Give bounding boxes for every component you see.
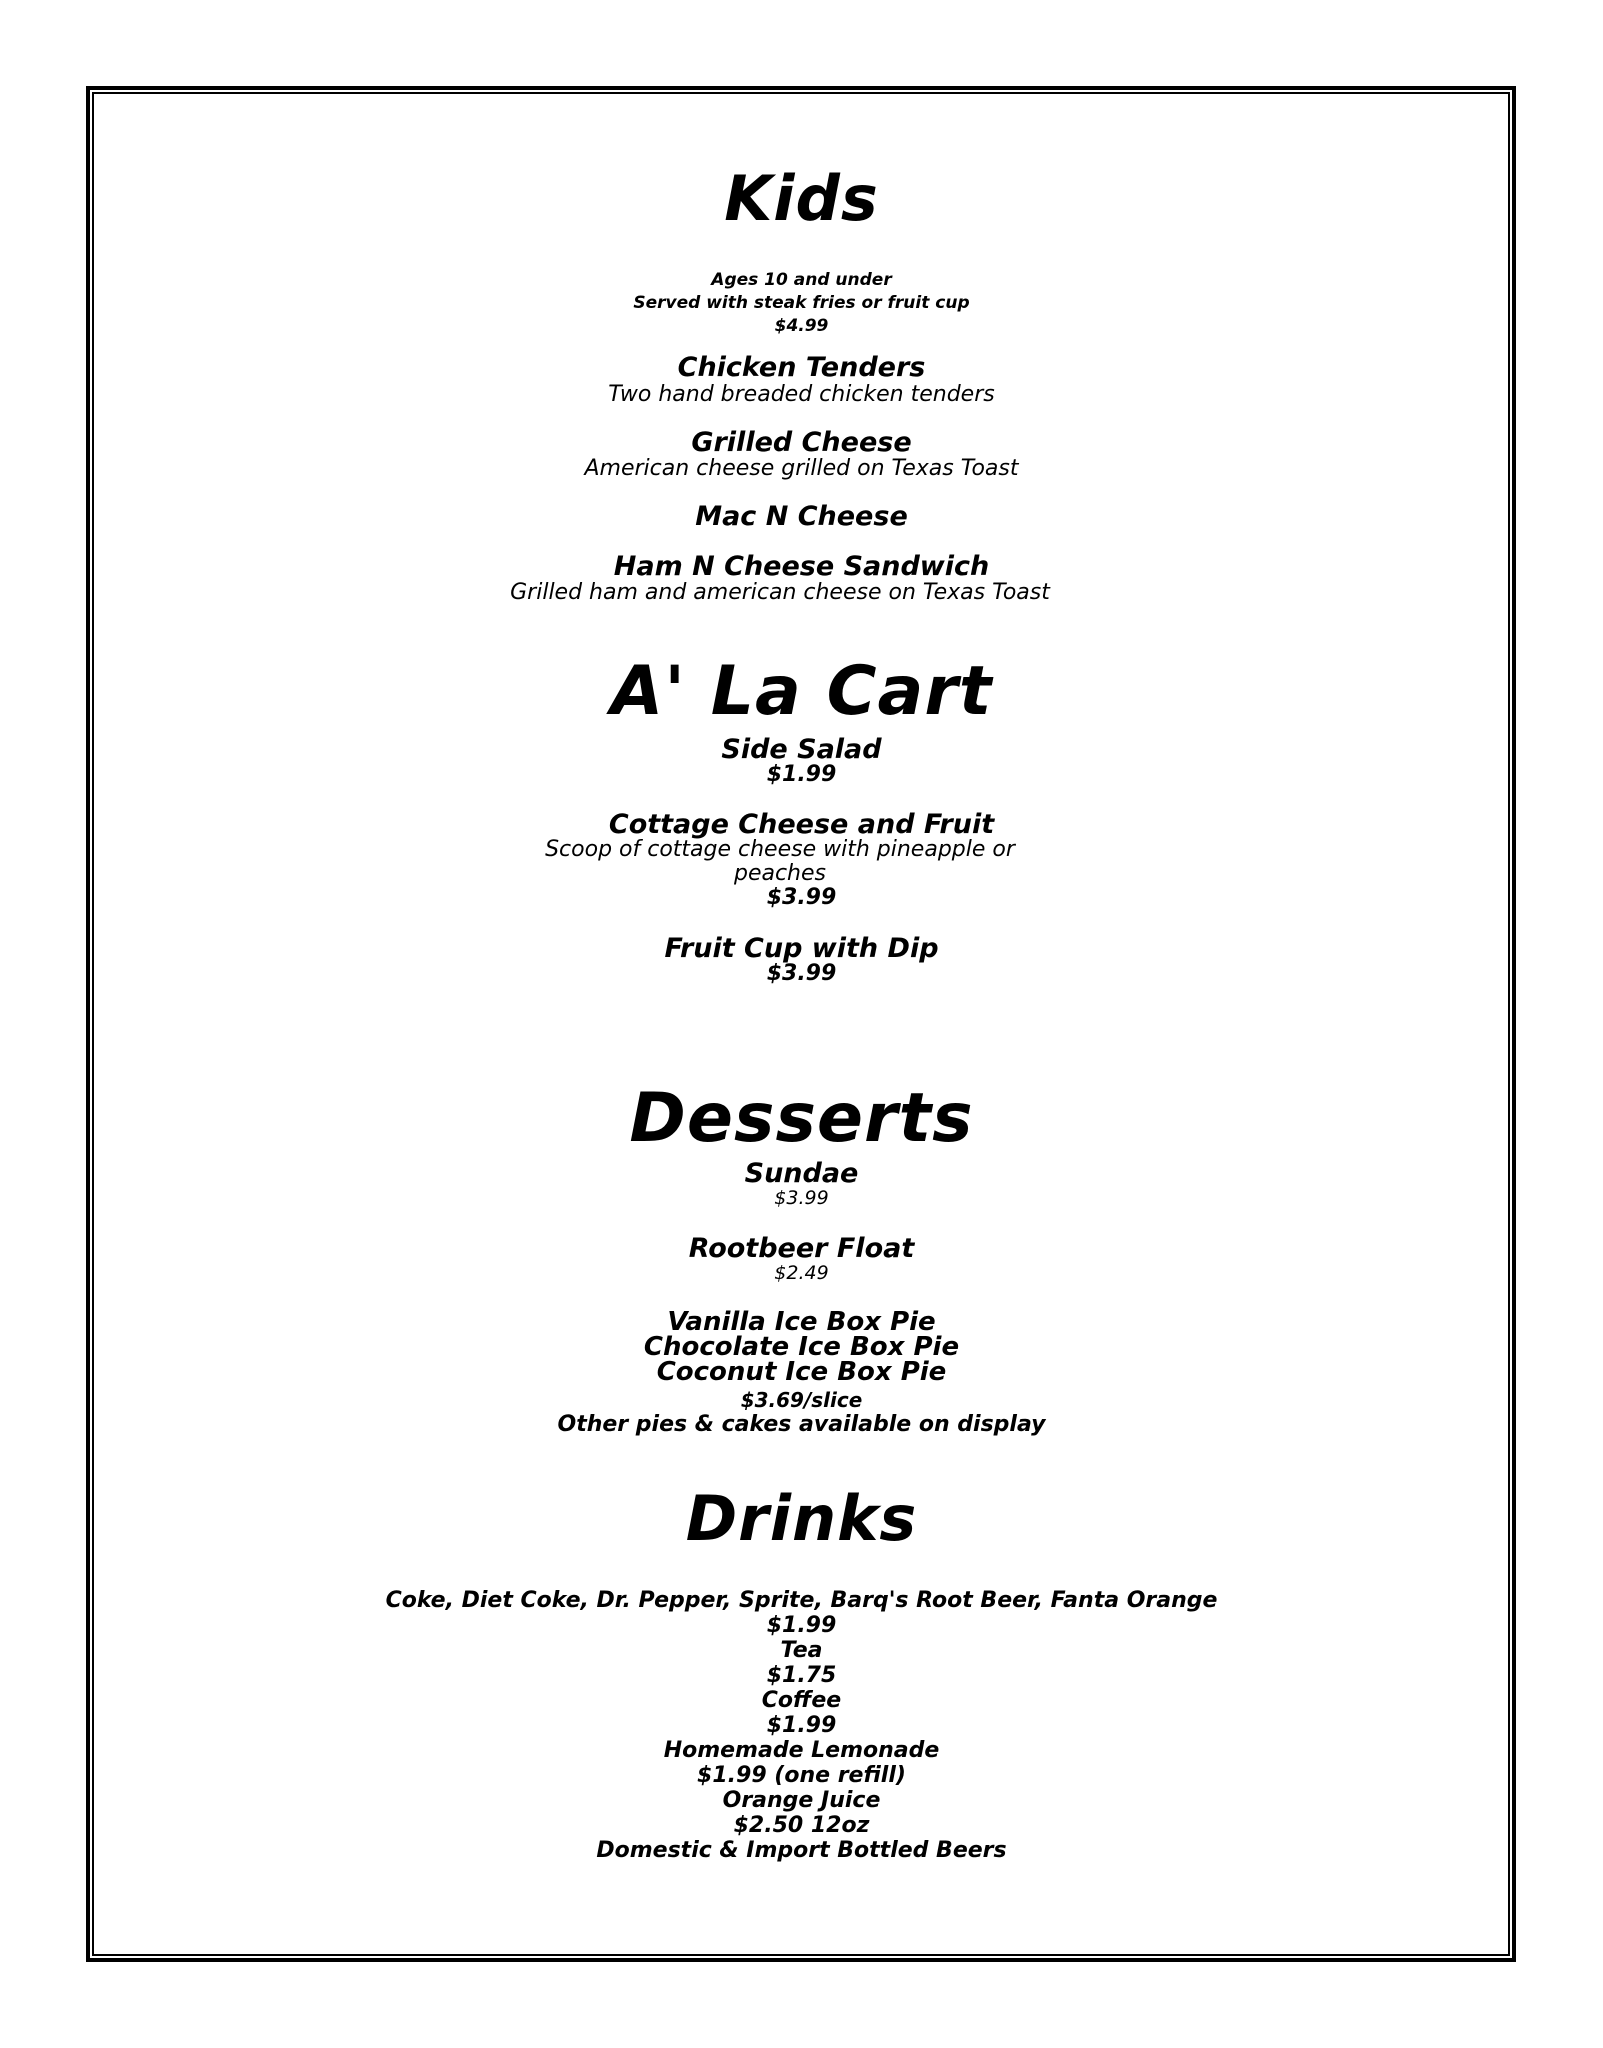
menu-item-sundae: Sundae bbox=[744, 1158, 859, 1189]
alacart-heading: A' La Cart bbox=[610, 652, 993, 731]
kids-heading: Kids bbox=[724, 162, 879, 235]
menu-item-price: $3.99 bbox=[766, 885, 837, 910]
kids-price: $4.99 bbox=[774, 316, 829, 336]
menu-item-chocolate-pie: Chocolate Ice Box Pie bbox=[643, 1332, 960, 1362]
menu-item-rootbeer-float: Rootbeer Float bbox=[688, 1233, 915, 1264]
pie-price: $3.69/slice bbox=[740, 1388, 863, 1412]
desserts-heading: Desserts bbox=[629, 1079, 974, 1158]
menu-item-grilled-cheese: Grilled Cheese bbox=[691, 427, 912, 458]
pie-note: Other pies & cakes available on display bbox=[557, 1412, 1046, 1437]
menu-item-desc: Grilled ham and american cheese on Texas Toast bbox=[510, 580, 1050, 605]
kids-side-note: Served with steak fries or fruit cup bbox=[633, 293, 970, 313]
drink-line-sodas: Coke, Diet Coke, Dr. Pepper, Sprite, Barq's Root Beer, Fanta Orange bbox=[385, 1588, 1218, 1613]
menu-item-chicken-tenders: Chicken Tenders bbox=[677, 352, 926, 383]
drink-line-price: $1.99 bbox=[766, 1713, 837, 1738]
menu-item-price: $3.99 bbox=[774, 1187, 829, 1209]
menu-item-desc: Two hand breaded chicken tenders bbox=[608, 382, 995, 407]
menu-page bbox=[100, 0, 1503, 2048]
menu-item-price: $1.99 bbox=[766, 762, 837, 787]
menu-item-fruit-cup: Fruit Cup with Dip bbox=[664, 933, 939, 964]
drink-line-orange-juice: Orange Juice bbox=[722, 1788, 881, 1813]
menu-item-price: $2.49 bbox=[774, 1262, 829, 1284]
drink-line-beers: Domestic & Import Bottled Beers bbox=[596, 1838, 1007, 1863]
menu-item-vanilla-pie: Vanilla Ice Box Pie bbox=[667, 1307, 936, 1337]
drink-line-price: $1.75 bbox=[766, 1663, 837, 1688]
drink-line-price: $2.50 12oz bbox=[733, 1813, 870, 1838]
kids-age-note: Ages 10 and under bbox=[711, 270, 892, 290]
menu-item-cottage-cheese: Cottage Cheese and Fruit bbox=[608, 809, 995, 840]
menu-item-price: $3.99 bbox=[766, 961, 837, 986]
menu-item-desc: Scoop of cottage cheese with pineapple or peaches bbox=[545, 837, 1015, 886]
drinks-heading: Drinks bbox=[685, 1482, 918, 1555]
menu-item-desc: American cheese grilled on Texas Toast bbox=[584, 456, 1019, 481]
menu-item-coconut-pie: Coconut Ice Box Pie bbox=[656, 1357, 947, 1387]
drink-line-price: $1.99 (one refill) bbox=[697, 1763, 906, 1788]
menu-item-side-salad: Side Salad bbox=[721, 734, 882, 765]
drink-line-coffee: Coffee bbox=[761, 1688, 842, 1713]
drink-line-price: $1.99 bbox=[766, 1613, 837, 1638]
menu-item-mac-n-cheese: Mac N Cheese bbox=[695, 501, 908, 532]
drink-line-lemonade: Homemade Lemonade bbox=[663, 1738, 940, 1763]
drink-line-tea: Tea bbox=[780, 1638, 823, 1663]
menu-item-ham-n-cheese: Ham N Cheese Sandwich bbox=[613, 551, 990, 582]
